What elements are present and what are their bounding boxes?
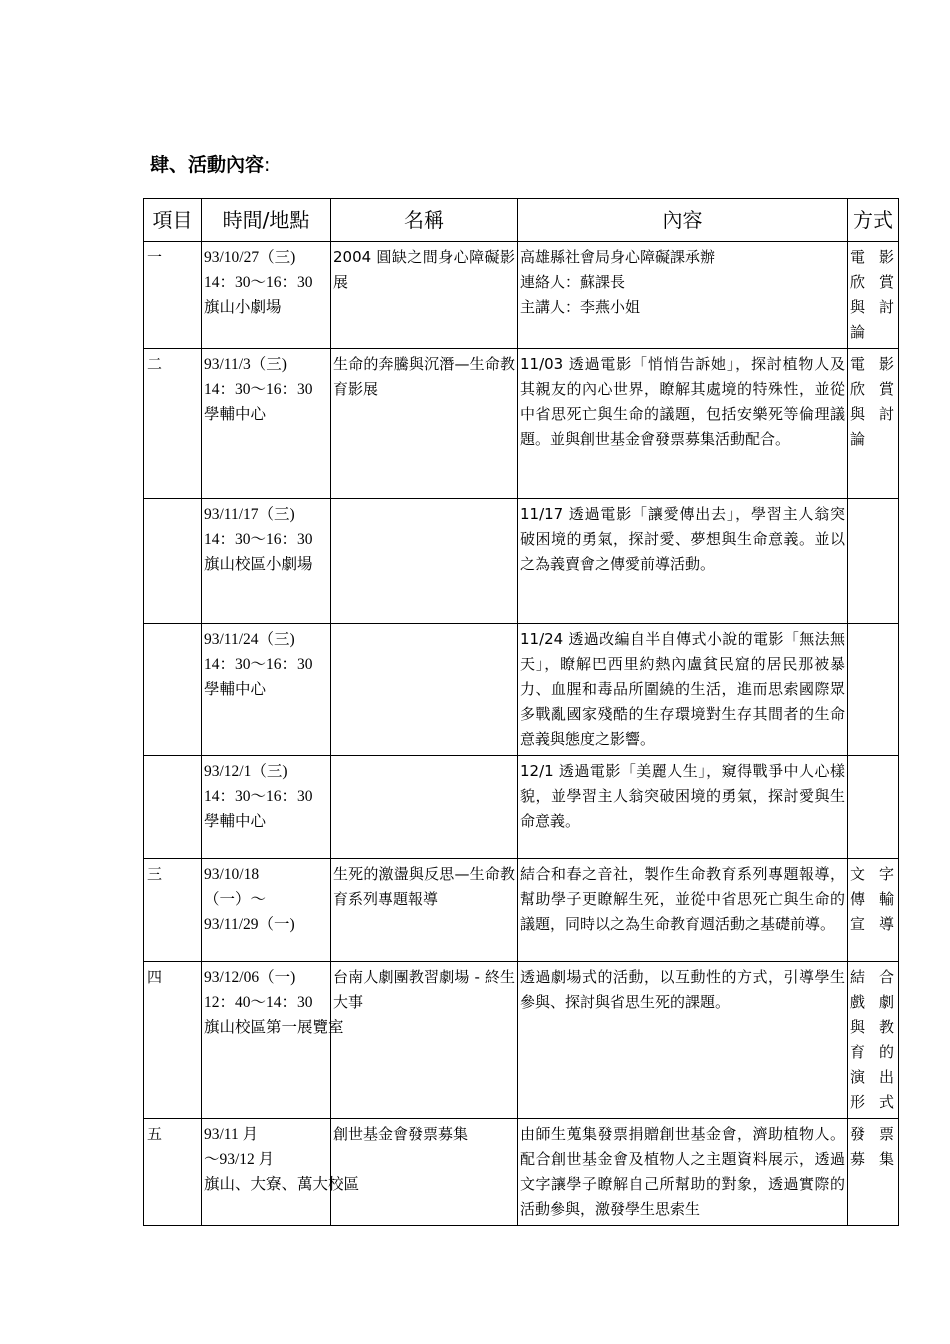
table-header-row [144,199,899,242]
row-time-place [202,349,331,499]
row-method-text: 文字傳輸宣導 [850,865,896,933]
row-time-line: 旗山小劇場 [204,299,282,316]
header-name: 名稱 [331,199,518,242]
row-time-line: （一）～ [204,891,267,908]
table-row [144,962,899,1119]
row-method [848,349,899,499]
row-time-line: 93/11/3（三) [204,356,287,373]
row-time-place [202,756,331,859]
row-content-text: 11/24 透過改編自半自傳式小說的電影「無法無天」，瞭解巴西里約熱內盧貧民窟的居民那被暴力、血腥和毒品所圍繞的生活，進而思索國際眾多戰亂國家殘酷的生存環境對生存其間者的生命意義與態度之影響。 [520,630,845,748]
row-content [518,962,848,1119]
row-method [848,499,899,624]
row-content-line: 連絡人：蘇課長 [520,273,626,291]
row-item [144,756,202,859]
header-method: 方式 [848,199,899,242]
row-name [331,756,518,859]
row-name [331,624,518,756]
row-method [848,756,899,859]
row-name [331,859,518,962]
row-item-label: 三 [147,865,163,883]
row-content-text: 透過劇場式的活動，以互動性的方式，引導學生參與、探討與省思生死的課題。 [520,968,845,1011]
row-time-line: 旗山校區第一展覽室 [204,1019,344,1036]
row-content [518,1119,848,1226]
header-item: 項目 [144,199,202,242]
section-heading-title: 肆、活動內容 [150,154,265,176]
row-time-line: 93/12/1（三) [204,763,288,780]
activity-table [143,198,899,1226]
row-content-text: 11/17 透過電影「讓愛傳出去」，學習主人翁突破困境的勇氣，探討愛、夢想與生命意義。並以之為義賣會之傳愛前導活動。 [520,505,845,573]
row-name [331,349,518,499]
row-method-text: 結合戲劇與教育的演出形式 [850,968,896,1111]
row-method [848,1119,899,1226]
row-name [331,1119,518,1226]
row-time-place [202,242,331,349]
row-time-line: 旗山校區小劇場 [204,556,313,573]
row-content-text: 結合和春之音社，製作生命教育系列專題報導，幫助學子更瞭解生死，並從中省思死亡與生命的議題，同時以之為生命教育週活動之基礎前導。 [520,865,845,933]
row-method [848,962,899,1119]
row-time-place [202,962,344,1119]
row-method-text: 電影欣賞與討論 [850,355,896,448]
row-name [331,962,518,1119]
row-time-line: 學輔中心 [204,406,267,423]
row-item-label: 二 [147,355,163,373]
table-row [144,499,899,624]
table-row [144,624,899,756]
row-item [144,859,202,962]
row-time-line: ～93/12 月 [204,1151,275,1168]
row-item [144,962,202,1119]
row-item [144,499,202,624]
row-time-line: 14：30～16：30 [204,274,313,291]
row-time-place [202,624,331,756]
row-time-line: 93/11/29（一) [204,916,295,933]
row-time-line: 93/11/24（三) [204,631,295,648]
row-method [848,859,899,962]
row-item-label: 五 [147,1125,163,1143]
section-heading-colon: : [264,154,271,176]
row-method-text: 電影欣賞與討論 [850,248,896,341]
section-heading [150,150,270,177]
row-time-line: 14：30～16：30 [204,531,313,548]
row-method [848,624,899,756]
row-content-line: 高雄縣社會局身心障礙課承辦 [520,248,716,266]
row-time-line: 14：30～16：30 [204,788,313,805]
row-item [144,1119,202,1226]
table-row [144,349,899,499]
row-time-line: 93/10/18 [204,866,260,883]
row-time-line: 學輔中心 [204,681,267,698]
row-name-text: 2004 圓缺之間身心障礙影展 [333,248,515,291]
row-time-place [202,859,331,962]
row-time-place [202,1119,360,1226]
row-name [331,242,518,349]
row-time-place [202,499,331,624]
table-row [144,859,899,962]
table-row [144,756,899,859]
row-content [518,756,848,859]
row-content [518,499,848,624]
row-name-text: 台南人劇團教習劇場 - 終生大事 [333,968,515,1011]
row-content [518,242,848,349]
row-name-text: 生死的激盪與反思—生命教育系列專題報導 [333,865,515,908]
row-time-line: 學輔中心 [204,813,267,830]
row-content [518,624,848,756]
row-item [144,624,202,756]
row-item-label: 一 [147,248,163,266]
row-time-line: 14：30～16：30 [204,381,313,398]
row-content [518,859,848,962]
row-method-text: 發票募集 [850,1125,896,1168]
row-item [144,349,202,499]
row-method [848,242,899,349]
row-time-line: 14：30～16：30 [204,656,313,673]
row-time-line: 93/11/17（三) [204,506,295,523]
row-content [518,349,848,499]
row-name-text: 創世基金會發票募集 [333,1125,469,1143]
row-content-text: 12/1 透過電影「美麗人生」，窺得戰爭中人心樣貌，並學習主人翁突破困境的勇氣，探討愛與生命意義。 [520,762,845,830]
row-time-line: 93/10/27（三) [204,249,296,266]
row-content-text: 由師生蒐集發票捐贈創世基金會，濟助植物人。配合創世基金會及植物人之主題資料展示，透過文字讓學子瞭解自己所幫助的對象，透過實際的活動參與，激發學生思索生 [520,1125,845,1218]
row-content-text: 11/03 透過電影「悄悄告訴她」，探討植物人及其親友的內心世界，瞭解其處境的特殊性，並從中省思死亡與生命的議題，包括安樂死等倫理議題。並與創世基金會發票募集活動配合。 [520,355,845,448]
table-row [144,242,899,349]
row-time-line: 93/11 月 [204,1126,259,1143]
row-item [144,242,202,349]
row-time-line: 93/12/06（一) [204,969,296,986]
table-row [144,1119,899,1226]
row-name [331,499,518,624]
row-content-line: 主講人：李燕小姐 [520,298,641,316]
row-time-line: 旗山、大寮、萬大校區 [204,1176,360,1193]
header-time-place: 時間/地點 [202,199,331,242]
row-time-line: 12：40～14：30 [204,994,313,1011]
row-item-label: 四 [147,968,163,986]
row-name-text: 生命的奔騰與沉潛—生命教育影展 [333,355,515,398]
header-content: 內容 [518,199,848,242]
